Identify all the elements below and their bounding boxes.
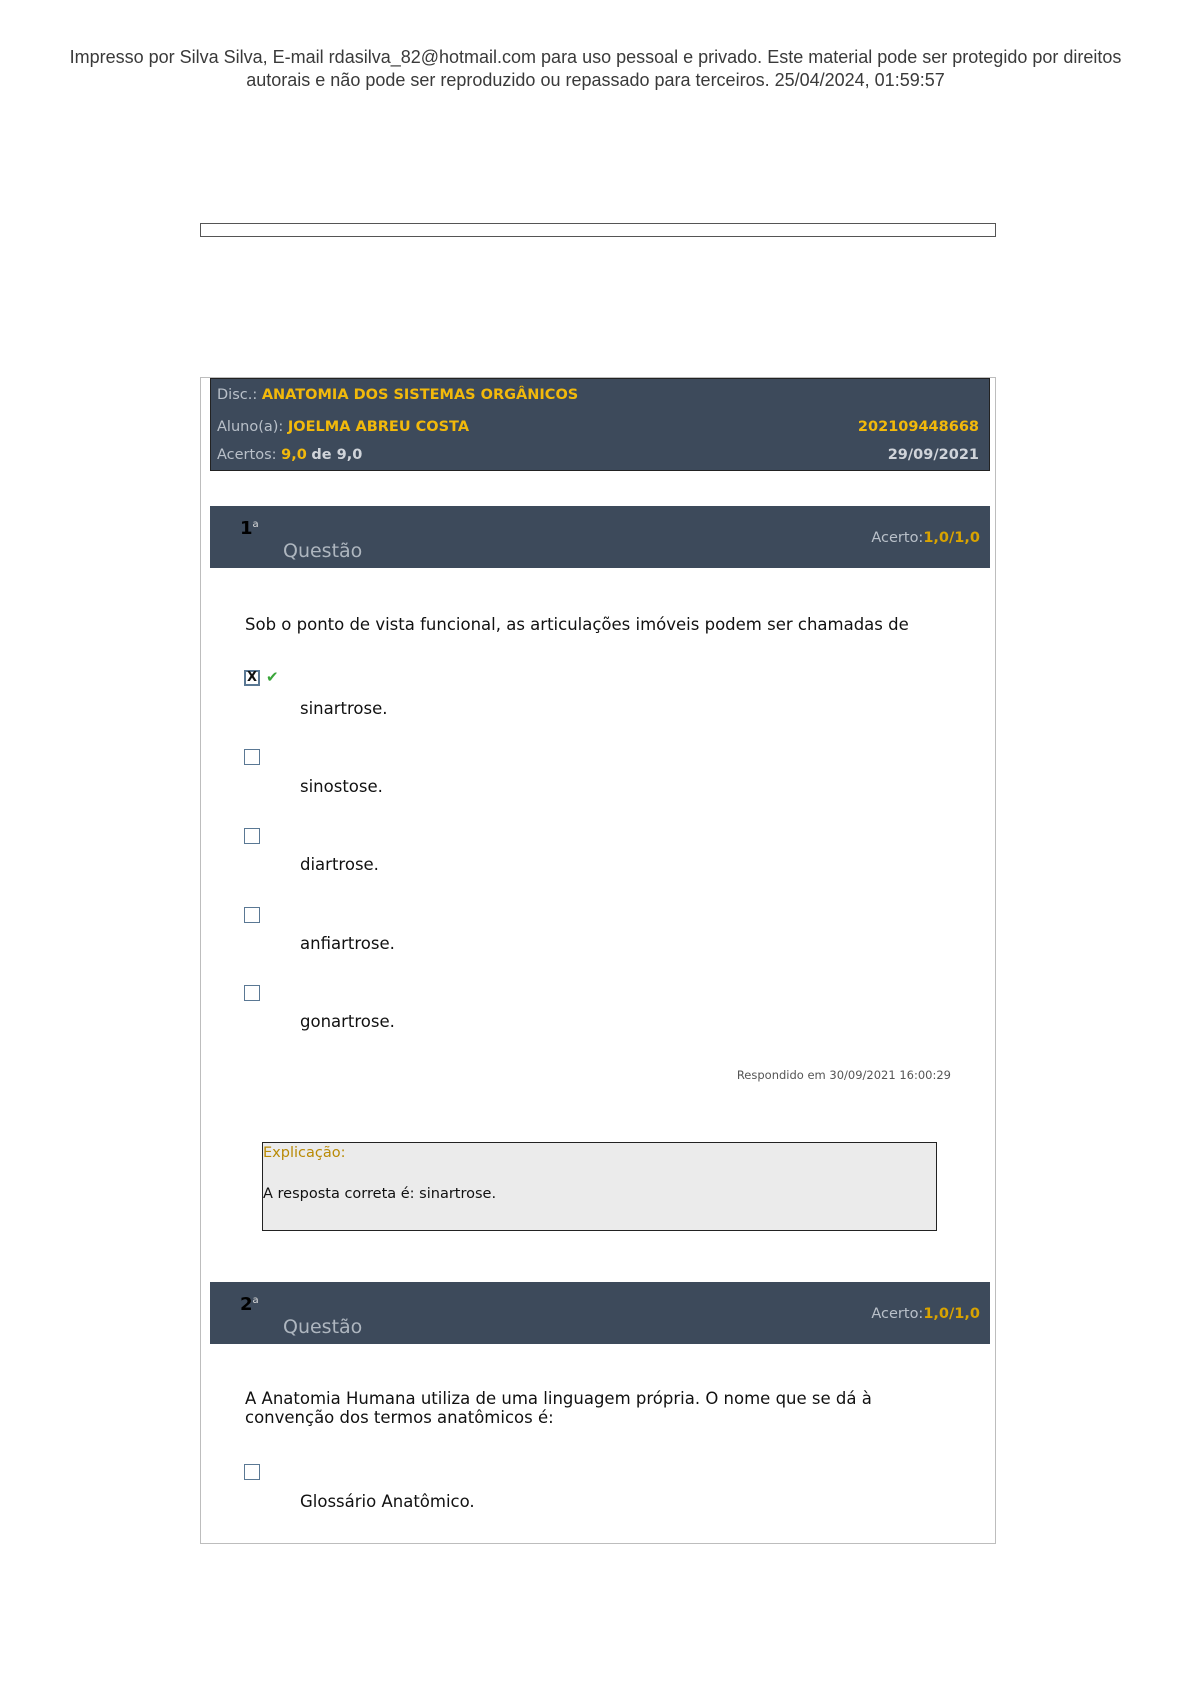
aluno-label: Aluno(a):: [217, 419, 284, 435]
disc-row: [217, 387, 979, 403]
acertos-value: 9,0: [281, 447, 307, 463]
acertos-label: Acertos:: [217, 447, 277, 463]
question-2-word: Questão: [283, 1316, 363, 1338]
question-1-score: Acerto:1,0/1,0: [871, 530, 980, 546]
option-2-checkbox[interactable]: [244, 749, 260, 765]
question-2-statement: A Anatomia Humana utiliza de uma linguagem própria. O nome que se dá à convenção dos termos anatômicos é:: [245, 1389, 872, 1427]
question-1-number: 1$^a$: [240, 518, 259, 539]
aluno-row: [217, 419, 979, 435]
exam-date: 29/09/2021: [887, 447, 979, 463]
option-2-label: sinostose.: [300, 777, 383, 796]
question-2-header: [210, 1282, 990, 1344]
watermark-line-1: Impresso por Silva Silva, E-mail rdasilva_82@hotmail.com para uso pessoal e privado. Este material pode ser protegido por direitos: [69, 47, 1122, 67]
option-3-checkbox[interactable]: [244, 828, 260, 844]
question-2-number: 2$^a$: [240, 1294, 259, 1315]
question-1-word: Questão: [283, 540, 363, 562]
exam-info-header: [210, 378, 990, 471]
option-1-checkbox[interactable]: X: [244, 670, 260, 686]
top-empty-box: [200, 223, 996, 237]
question-1-header: [210, 506, 990, 568]
option-5-checkbox[interactable]: [244, 985, 260, 1001]
option-3-label: diartrose.: [300, 855, 379, 874]
matricula: 202109448668: [857, 419, 979, 435]
aluno-value: JOELMA ABREU COSTA: [287, 419, 470, 435]
question-2-score: Acerto:1,0/1,0: [871, 1306, 980, 1322]
option-5-label: gonartrose.: [300, 1012, 395, 1031]
disc-value: ANATOMIA DOS SISTEMAS ORGÂNICOS: [261, 387, 579, 403]
watermark-line-2: autorais e não pode ser reproduzido ou repassado para terceiros. 25/04/2024, 01:59:57: [246, 70, 945, 90]
acertos-total: de 9,0: [311, 447, 363, 463]
q2-option-1-label: Glossário Anatômico.: [300, 1492, 475, 1511]
explanation-box: [262, 1142, 937, 1231]
explanation-text: A resposta correta é: sinartrose.: [263, 1186, 497, 1202]
explanation-title: Explicação:: [263, 1145, 346, 1161]
disc-label: Disc.:: [217, 387, 258, 403]
correct-check-icon: ✔: [266, 668, 279, 686]
q2-option-1-checkbox[interactable]: [244, 1464, 260, 1480]
option-1-label: sinartrose.: [300, 699, 388, 718]
option-4-label: anfiartrose.: [300, 934, 395, 953]
acertos-row: [217, 447, 979, 463]
print-watermark: [40, 46, 1151, 92]
answered-timestamp: Respondido em 30/09/2021 16:00:29: [736, 1068, 951, 1082]
question-1-statement: Sob o ponto de vista funcional, as articulações imóveis podem ser chamadas de: [245, 615, 909, 634]
option-4-checkbox[interactable]: [244, 907, 260, 923]
